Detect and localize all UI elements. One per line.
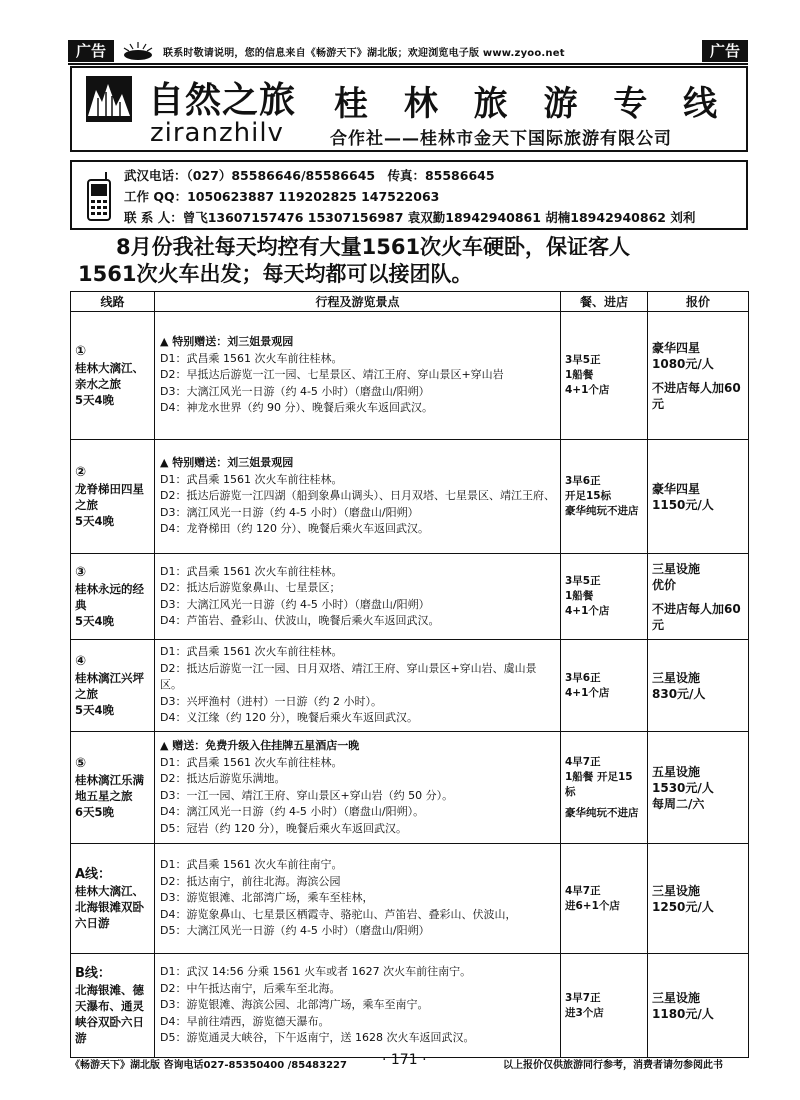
price-note: 每周二/六 bbox=[652, 796, 705, 811]
route-number: ② bbox=[75, 464, 87, 480]
meal-cell bbox=[561, 440, 648, 554]
top-divider bbox=[68, 63, 748, 65]
column-header: 线路 bbox=[71, 292, 155, 312]
route-name: 龙脊梯田四星之旅 bbox=[75, 481, 144, 512]
footer-hotline: 《畅游天下》湖北版 咨询电话027-85350400 /85483227 bbox=[70, 1060, 347, 1071]
ad-label-left: 广告 bbox=[68, 40, 114, 62]
meal-cell bbox=[561, 732, 648, 844]
itinerary-day: D2：抵达南宁，前往北海。海滨公园 bbox=[160, 874, 341, 888]
footer-disclaimer: 以上报价仅供旅游同行参考，消费者请勿参阅此书 bbox=[503, 1060, 723, 1071]
itinerary-day: D3：兴坪渔村（进村）一日游（约 2 小时）。 bbox=[160, 694, 382, 708]
route-cell bbox=[71, 440, 155, 554]
route-cell bbox=[71, 954, 155, 1058]
route-name: 桂林漓江兴坪之旅 bbox=[75, 670, 144, 701]
table-row bbox=[71, 640, 749, 732]
itinerary-day: D4：义江缘（约 120 分），晚餐后乘火车返回武汉。 bbox=[160, 711, 418, 725]
itinerary-day: D2：抵达后游览象鼻山、七星景区； bbox=[160, 581, 341, 594]
table-row bbox=[71, 440, 749, 554]
route-name: 北海银滩、德天瀑布、通灵峡谷双卧六日游 bbox=[75, 982, 144, 1045]
qq-numbers: 1050623887 119202825 147522063 bbox=[187, 189, 440, 204]
route-name: 桂林永远的经典 bbox=[75, 581, 144, 612]
itinerary-day: D1：武昌乘 1561 次火车前往南宁。 bbox=[160, 858, 343, 872]
itinerary-day: D1：武昌乘 1561 次火车前往桂林。 bbox=[160, 564, 343, 578]
itinerary-day: D3：大漓江风光一日游（约 4-5 小时）（磨盘山/阳朔） bbox=[160, 597, 430, 611]
itinerary-cell bbox=[155, 554, 561, 640]
itinerary-day: D2：抵达后游览乐满地。 bbox=[160, 772, 286, 785]
route-cell bbox=[71, 554, 155, 640]
route-number: ① bbox=[75, 343, 87, 359]
magazine-logo bbox=[118, 40, 158, 62]
table-row bbox=[71, 312, 749, 440]
itinerary-cell bbox=[155, 640, 561, 732]
qq-line bbox=[124, 187, 439, 205]
itinerary-day: D4：早前往靖西，游览德天瀑布。 bbox=[160, 1014, 330, 1028]
itinerary-day: D3：一江一园、靖江王府、穿山景区+穿山岩（约 50 分）。 bbox=[160, 788, 454, 802]
meal-count: 3早6正 bbox=[565, 671, 601, 684]
price-amount: 1250元/人 bbox=[652, 899, 714, 914]
meal-cell bbox=[561, 844, 648, 954]
itinerary-day: D1：武昌乘 1561 次火车前往桂林。 bbox=[160, 472, 343, 486]
meal-count: 4早7正 bbox=[565, 755, 601, 768]
headline-line-1: 8月份我社每天均控有大量1561次火车硬卧，保证客人 bbox=[116, 235, 631, 259]
meal-cell bbox=[561, 954, 648, 1058]
meal-count: 4早7正 bbox=[565, 884, 601, 897]
itinerary-day: D4：漓江风光一日游（约 4-5 小时）（磨盘山/阳朔）。 bbox=[160, 805, 425, 818]
route-number: ④ bbox=[75, 653, 87, 669]
route-cell bbox=[71, 312, 155, 440]
itinerary-day: D4：龙脊梯田（约 120 分）、晚餐后乘火车返回武汉。 bbox=[160, 522, 429, 536]
phone-label: 武汉电话： bbox=[124, 168, 187, 183]
page-title: 桂 林 旅 游 专 线 bbox=[334, 84, 730, 124]
route-duration: 5天4晚 bbox=[75, 392, 115, 407]
headline bbox=[78, 234, 750, 288]
price-amount: 830元/人 bbox=[652, 686, 706, 701]
partner-company: 合作社——桂林市金天下国际旅游有限公司 bbox=[330, 129, 672, 149]
page-number: · 171 · bbox=[382, 1052, 427, 1068]
price-label: 五星设施 bbox=[652, 764, 701, 779]
fax-label: 传真： bbox=[387, 168, 425, 183]
person-line bbox=[124, 208, 695, 226]
contact-panel bbox=[70, 160, 748, 230]
price-amount: 1180元/人 bbox=[652, 1006, 714, 1021]
route-name: 桂林大漓江、亲水之旅 bbox=[75, 360, 144, 391]
price-amount: 优价 bbox=[652, 577, 677, 592]
route-cell bbox=[71, 640, 155, 732]
meal-count: 3早7正 bbox=[565, 991, 601, 1004]
gift-note: ▲ 特别赠送：刘三姐景观园 bbox=[160, 456, 294, 470]
phone-number: （027）85586646/85586645 bbox=[186, 168, 376, 183]
shop-count: 进6+1个店 bbox=[565, 899, 620, 912]
itinerary-day: D4：芦笛岩、叠彩山、伏波山，晚餐后乘火车返回武汉。 bbox=[160, 614, 440, 627]
column-header: 行程及游览景点 bbox=[155, 292, 561, 312]
route-name: 桂林大漓江、北海银滩双卧六日游 bbox=[75, 883, 144, 930]
gift-note: ▲ 赠送：免费升级入住挂牌五星酒店一晚 bbox=[160, 739, 360, 752]
meal-count: 3早5正 bbox=[565, 354, 601, 366]
route-number: B线： bbox=[75, 965, 111, 981]
meal-detail: 1船餐 开足15标 bbox=[565, 770, 633, 798]
itinerary-cell bbox=[155, 844, 561, 954]
price-amount: 1530元/人 bbox=[652, 780, 714, 795]
price-label: 豪华四星 bbox=[652, 340, 701, 355]
shop-count: 4+1个店 bbox=[565, 384, 610, 396]
itinerary-day: D2：中午抵达南宁，后乘车至北海。 bbox=[160, 981, 341, 995]
shop-count: 4+1个店 bbox=[565, 686, 610, 699]
meal-cell bbox=[561, 312, 648, 440]
itinerary-day: D3：大漓江风光一日游（约 4-5 小时）（磨盘山/阳朔） bbox=[160, 384, 430, 398]
tour-table bbox=[70, 291, 749, 1058]
meal-cell bbox=[561, 640, 648, 732]
price-label: 豪华四星 bbox=[652, 481, 701, 496]
table-row bbox=[71, 844, 749, 954]
route-name: 桂林漓江乐满地五星之旅 bbox=[75, 772, 144, 803]
shop-count: 豪华纯玩不进店 bbox=[565, 806, 639, 819]
table-header-row bbox=[71, 292, 749, 312]
itinerary-day: D5：大漓江风光一日游（约 4-5 小时）（磨盘山/阳朔） bbox=[160, 924, 430, 938]
phone-line bbox=[124, 166, 495, 184]
itinerary-day: D5：冠岩（约 120 分），晚餐后乘火车返回武汉。 bbox=[160, 821, 407, 835]
person-label: 联 系 人： bbox=[124, 210, 183, 225]
itinerary-cell bbox=[155, 440, 561, 554]
route-number: A线： bbox=[75, 866, 112, 882]
top-notice: 联系时敬请说明，您的信息来自《畅游天下》湖北版；欢迎浏览电子版 www.zyoo.net bbox=[163, 48, 565, 59]
itinerary-day: D4：游览象鼻山、七星景区栖霞寺、骆驼山、芦笛岩、叠彩山、伏波山， bbox=[160, 907, 517, 921]
itinerary-cell bbox=[155, 732, 561, 844]
column-header: 餐、进店 bbox=[561, 292, 648, 312]
mobile-phone-icon bbox=[82, 170, 116, 222]
itinerary-day: D2：抵达后游览一江一园、日月双塔、靖江王府、穿山景区+穿山岩、虞山景区。 bbox=[160, 661, 537, 692]
price-cell bbox=[648, 954, 749, 1058]
itinerary-day: D3：游览银滩、北部湾广场，乘车至桂林， bbox=[160, 891, 374, 905]
brand-mountain-icon bbox=[86, 76, 132, 122]
shop-count: 进3个店 bbox=[565, 1006, 604, 1019]
fax-number: 85586645 bbox=[424, 168, 495, 183]
itinerary-day: D3：漓江风光一日游（约 4-5 小时）（磨盘山/阳朔） bbox=[160, 505, 419, 519]
route-duration: 5天4晚 bbox=[75, 702, 115, 717]
price-label: 三星设施 bbox=[652, 561, 701, 576]
meal-count: 3早6正 bbox=[565, 475, 601, 487]
shop-count: 豪华纯玩不进店 bbox=[565, 505, 639, 517]
meal-detail: 1船餐 bbox=[565, 590, 594, 602]
price-label: 三星设施 bbox=[652, 990, 701, 1005]
table-row bbox=[71, 954, 749, 1058]
price-amount: 1150元/人 bbox=[652, 497, 714, 512]
price-cell bbox=[648, 732, 749, 844]
itinerary-day: D2：早抵达后游览一江一园、七星景区、靖江王府、穿山景区+穿山岩 bbox=[160, 368, 504, 382]
route-number: ③ bbox=[75, 564, 87, 580]
column-header: 报价 bbox=[648, 292, 749, 312]
price-note: 不进店每人加60元 bbox=[652, 380, 741, 411]
itinerary-day: D5：游览通灵大峡谷，下午返南宁，送 1628 次火车返回武汉。 bbox=[160, 1031, 475, 1045]
route-duration: 5天4晚 bbox=[75, 613, 115, 628]
price-label: 三星设施 bbox=[652, 670, 701, 685]
route-cell bbox=[71, 844, 155, 954]
itinerary-day: D2：抵达后游览一江四湖（船到象鼻山调头）、日月双塔、七星景区、靖江王府、 bbox=[160, 489, 555, 503]
ad-label-right: 广告 bbox=[702, 40, 748, 62]
header-banner bbox=[70, 66, 748, 152]
headline-line-2: 1561次火车出发；每天均都可以接团队。 bbox=[78, 262, 473, 286]
price-amount: 1080元/人 bbox=[652, 356, 714, 371]
itinerary-cell bbox=[155, 312, 561, 440]
price-label: 三星设施 bbox=[652, 883, 701, 898]
route-duration: 6天5晚 bbox=[75, 804, 115, 819]
person-list: 曾飞13607157476 15307156987 袁双勤18942940861 胡楠18942940862 刘利 bbox=[182, 210, 696, 225]
price-cell bbox=[648, 844, 749, 954]
meal-cell bbox=[561, 554, 648, 640]
itinerary-day: D3：游览银滩、海滨公园、北部湾广场，乘车至南宁。 bbox=[160, 998, 429, 1012]
brand-latin: ziranzhilv bbox=[150, 118, 284, 148]
route-number: ⑤ bbox=[75, 755, 87, 771]
gift-note: ▲ 特别赠送：刘三姐景观园 bbox=[160, 335, 294, 349]
itinerary-day: D1：武昌乘 1561 次火车前往桂林。 bbox=[160, 351, 343, 365]
itinerary-cell bbox=[155, 954, 561, 1058]
itinerary-day: D1：武汉 14:56 分乘 1561 火车或者 1627 次火车前往南宁。 bbox=[160, 965, 472, 979]
itinerary-day: D1：武昌乘 1561 次火车前往桂林。 bbox=[160, 645, 343, 659]
price-cell bbox=[648, 640, 749, 732]
shop-count: 4+1个店 bbox=[565, 605, 610, 617]
route-cell bbox=[71, 732, 155, 844]
brand-name: 自然之旅 bbox=[148, 79, 297, 121]
route-duration: 5天4晚 bbox=[75, 513, 115, 528]
price-note: 不进店每人加60元 bbox=[652, 601, 741, 632]
table-row bbox=[71, 554, 749, 640]
price-cell bbox=[648, 440, 749, 554]
meal-count: 3早5正 bbox=[565, 575, 601, 587]
table-row bbox=[71, 732, 749, 844]
meal-detail: 开足15标 bbox=[565, 490, 612, 502]
meal-detail: 1船餐 bbox=[565, 369, 594, 381]
price-cell bbox=[648, 554, 749, 640]
itinerary-day: D4：神龙水世界（约 90 分）、晚餐后乘火车返回武汉。 bbox=[160, 401, 433, 415]
price-cell bbox=[648, 312, 749, 440]
itinerary-day: D1：武昌乘 1561 次火车前往桂林。 bbox=[160, 755, 343, 769]
qq-label: 工作 QQ： bbox=[124, 189, 188, 204]
